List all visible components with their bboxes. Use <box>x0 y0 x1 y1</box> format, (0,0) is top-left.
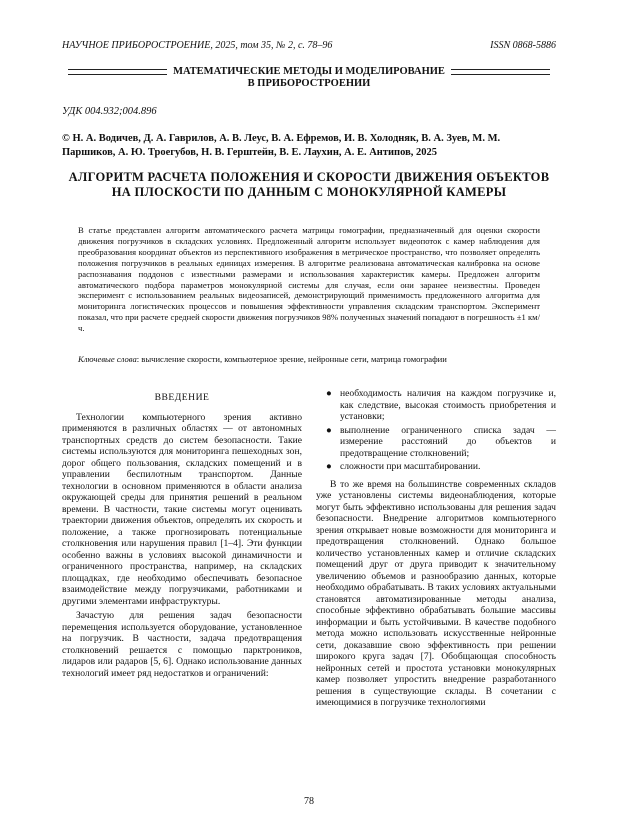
bullet-icon: ● <box>326 461 332 472</box>
page-number: 78 <box>304 796 314 807</box>
authors-list: © Н. А. Водичев, Д. А. Гаврилов, А. В. Леус, В. А. Ефремов, И. В. Холодняк, В. А. Зуев, М. М. Паршиков, А. Ю. Троегубов, Н. В. Герштейн, В. Е. Лаухин, А. Е. Антипов, 2025 <box>62 133 501 158</box>
left-column <box>62 392 302 682</box>
right-column <box>316 388 556 712</box>
udc-code: УДК 004.932;004.896 <box>62 106 157 117</box>
bullet-icon: ● <box>326 424 332 436</box>
paragraph: В то же время на большинстве современных складов уже установлены системы видеонаблюдения, которые могут быть эффективно использованы для решения задач безопасности. Внедрение алгоритмов компьютерного зрения открывает новые возможности для мониторинга и предотвращения столкновений. Однако большое количество установленных камер и отличие складских помещений друг от друга приводит к значительному увеличению объемов и разнообразию данных, которые необходимо обрабатывать. В таких условиях актуальными становятся автоматизированные методы анализа, способные эффективно обрабатывать большие массивы информации и быть устойчивыми. В качестве подобного метода можно использовать искусственные нейронные сети, доказавшие свою эффективность при решении широкого круга задач [7]. Обобщающая способность нейронных сетей и простота установки монокулярных камер позволяет упростить внедрение разработанного решения в существующие склады. В сочетании с имеющимися в погрузчике технологиями <box>316 478 556 708</box>
section-title-line2: В ПРИБОРОСТРОЕНИИ <box>247 78 371 89</box>
list-item: ● сложности при масштабировании. <box>326 461 481 472</box>
list-item: ● выполнение ограниченного списка задач — измерение расстояний до объектов и предотвращение столкновений; <box>326 424 556 459</box>
section-rule-left <box>68 69 167 75</box>
keywords-label: Ключевые слова <box>78 354 137 364</box>
paragraph: Технологии компьютерного зрения активно применяются в различных областях — от автономных транспортных средств до систем безопасности. Такие системы используются для мониторинга пешеходных зон, дорог общего пользования, складских помещений и в управлении беспилотным транспортом. Данные технологии в основном применяются в области анализа окружающей среды для принятия решений в реальном времени. В частности, такие системы могут оценивать траектории движения объектов, определять их скорость и положение, а также прогнозировать потенциальные столкновения или нарушения правил [1–4]. Эти функции особенно важны в условиях высокой динамичности и ограниченного пространства, например, на складских площадках, где необходимо обеспечивать безопасное взаимодействие между погрузчиками, работниками и другими элементами инфраструктуры. <box>62 411 302 607</box>
list-item: ● необходимость наличия на каждом погрузчике и, как следствие, высокая стоимость приобретения и установки; <box>326 388 556 422</box>
keywords <box>78 354 540 365</box>
keywords-text: : вычисление скорости, компьютерное зрение, нейронные сети, матрица гомографии <box>136 354 447 364</box>
introduction-heading: ВВЕДЕНИЕ <box>154 392 210 403</box>
issn: ISSN 0868-5886 <box>490 40 556 51</box>
abstract: В статье представлен алгоритм автоматического расчета матрицы гомографии, предназначенный для оценки скорости движения погрузчиков в складских условиях. Предложенный алгоритм использует видеопоток с камер наблюдения для преобразования координат объектов из перспективного изображения в метрическое пространство, что позволяет определять положения погрузчиков в реальных единицах измерения. В алгоритме реализована автоматическая калибровка на основе распознавания поддонов с известными размерами и использования характеристик камеры. Предложен алгоритм автоматического подбора параметров монокулярной системы для случая, если они заранее неизвестны. Проведен эксперимент с использованием реальных видеозаписей, демонстрирующий применимость предложенного алгоритма для мониторинга логистических процессов и повышения эффективности управления складским транспортом. Эксперимент показал, что при расчете средней скорости движения погрузчиков 98% полученных значений попадают в погрешность ±1 км/ч. <box>78 225 540 334</box>
bullet-icon: ● <box>326 388 332 399</box>
article-title: АЛГОРИТМ РАСЧЕТА ПОЛОЖЕНИЯ И СКОРОСТИ ДВИЖЕНИЯ ОБЪЕКТОВ НА ПЛОСКОСТИ ПО ДАННЫМ С МОНОКУЛЯРНОЙ КАМЕРЫ <box>68 170 550 199</box>
section-title-line1: МАТЕМАТИЧЕСКИЕ МЕТОДЫ И МОДЕЛИРОВАНИЕ <box>173 66 445 77</box>
running-header <box>62 40 556 51</box>
section-rule-right <box>451 69 550 75</box>
section-banner <box>62 66 556 90</box>
limitations-list <box>316 388 556 473</box>
journal-citation: НАУЧНОЕ ПРИБОРОСТРОЕНИЕ, 2025, том 35, № 2, с. 78–96 <box>62 40 333 51</box>
paragraph: Зачастую для решения задач безопасности перемещения используется оборудование, установленное на погрузчик. В частности, задача предотвращения столкновений решается с помощью парктроников, лидаров или радаров [5, 6]. Однако использование данных технологий имеет ряд недостатков и ограничений: <box>62 610 302 679</box>
